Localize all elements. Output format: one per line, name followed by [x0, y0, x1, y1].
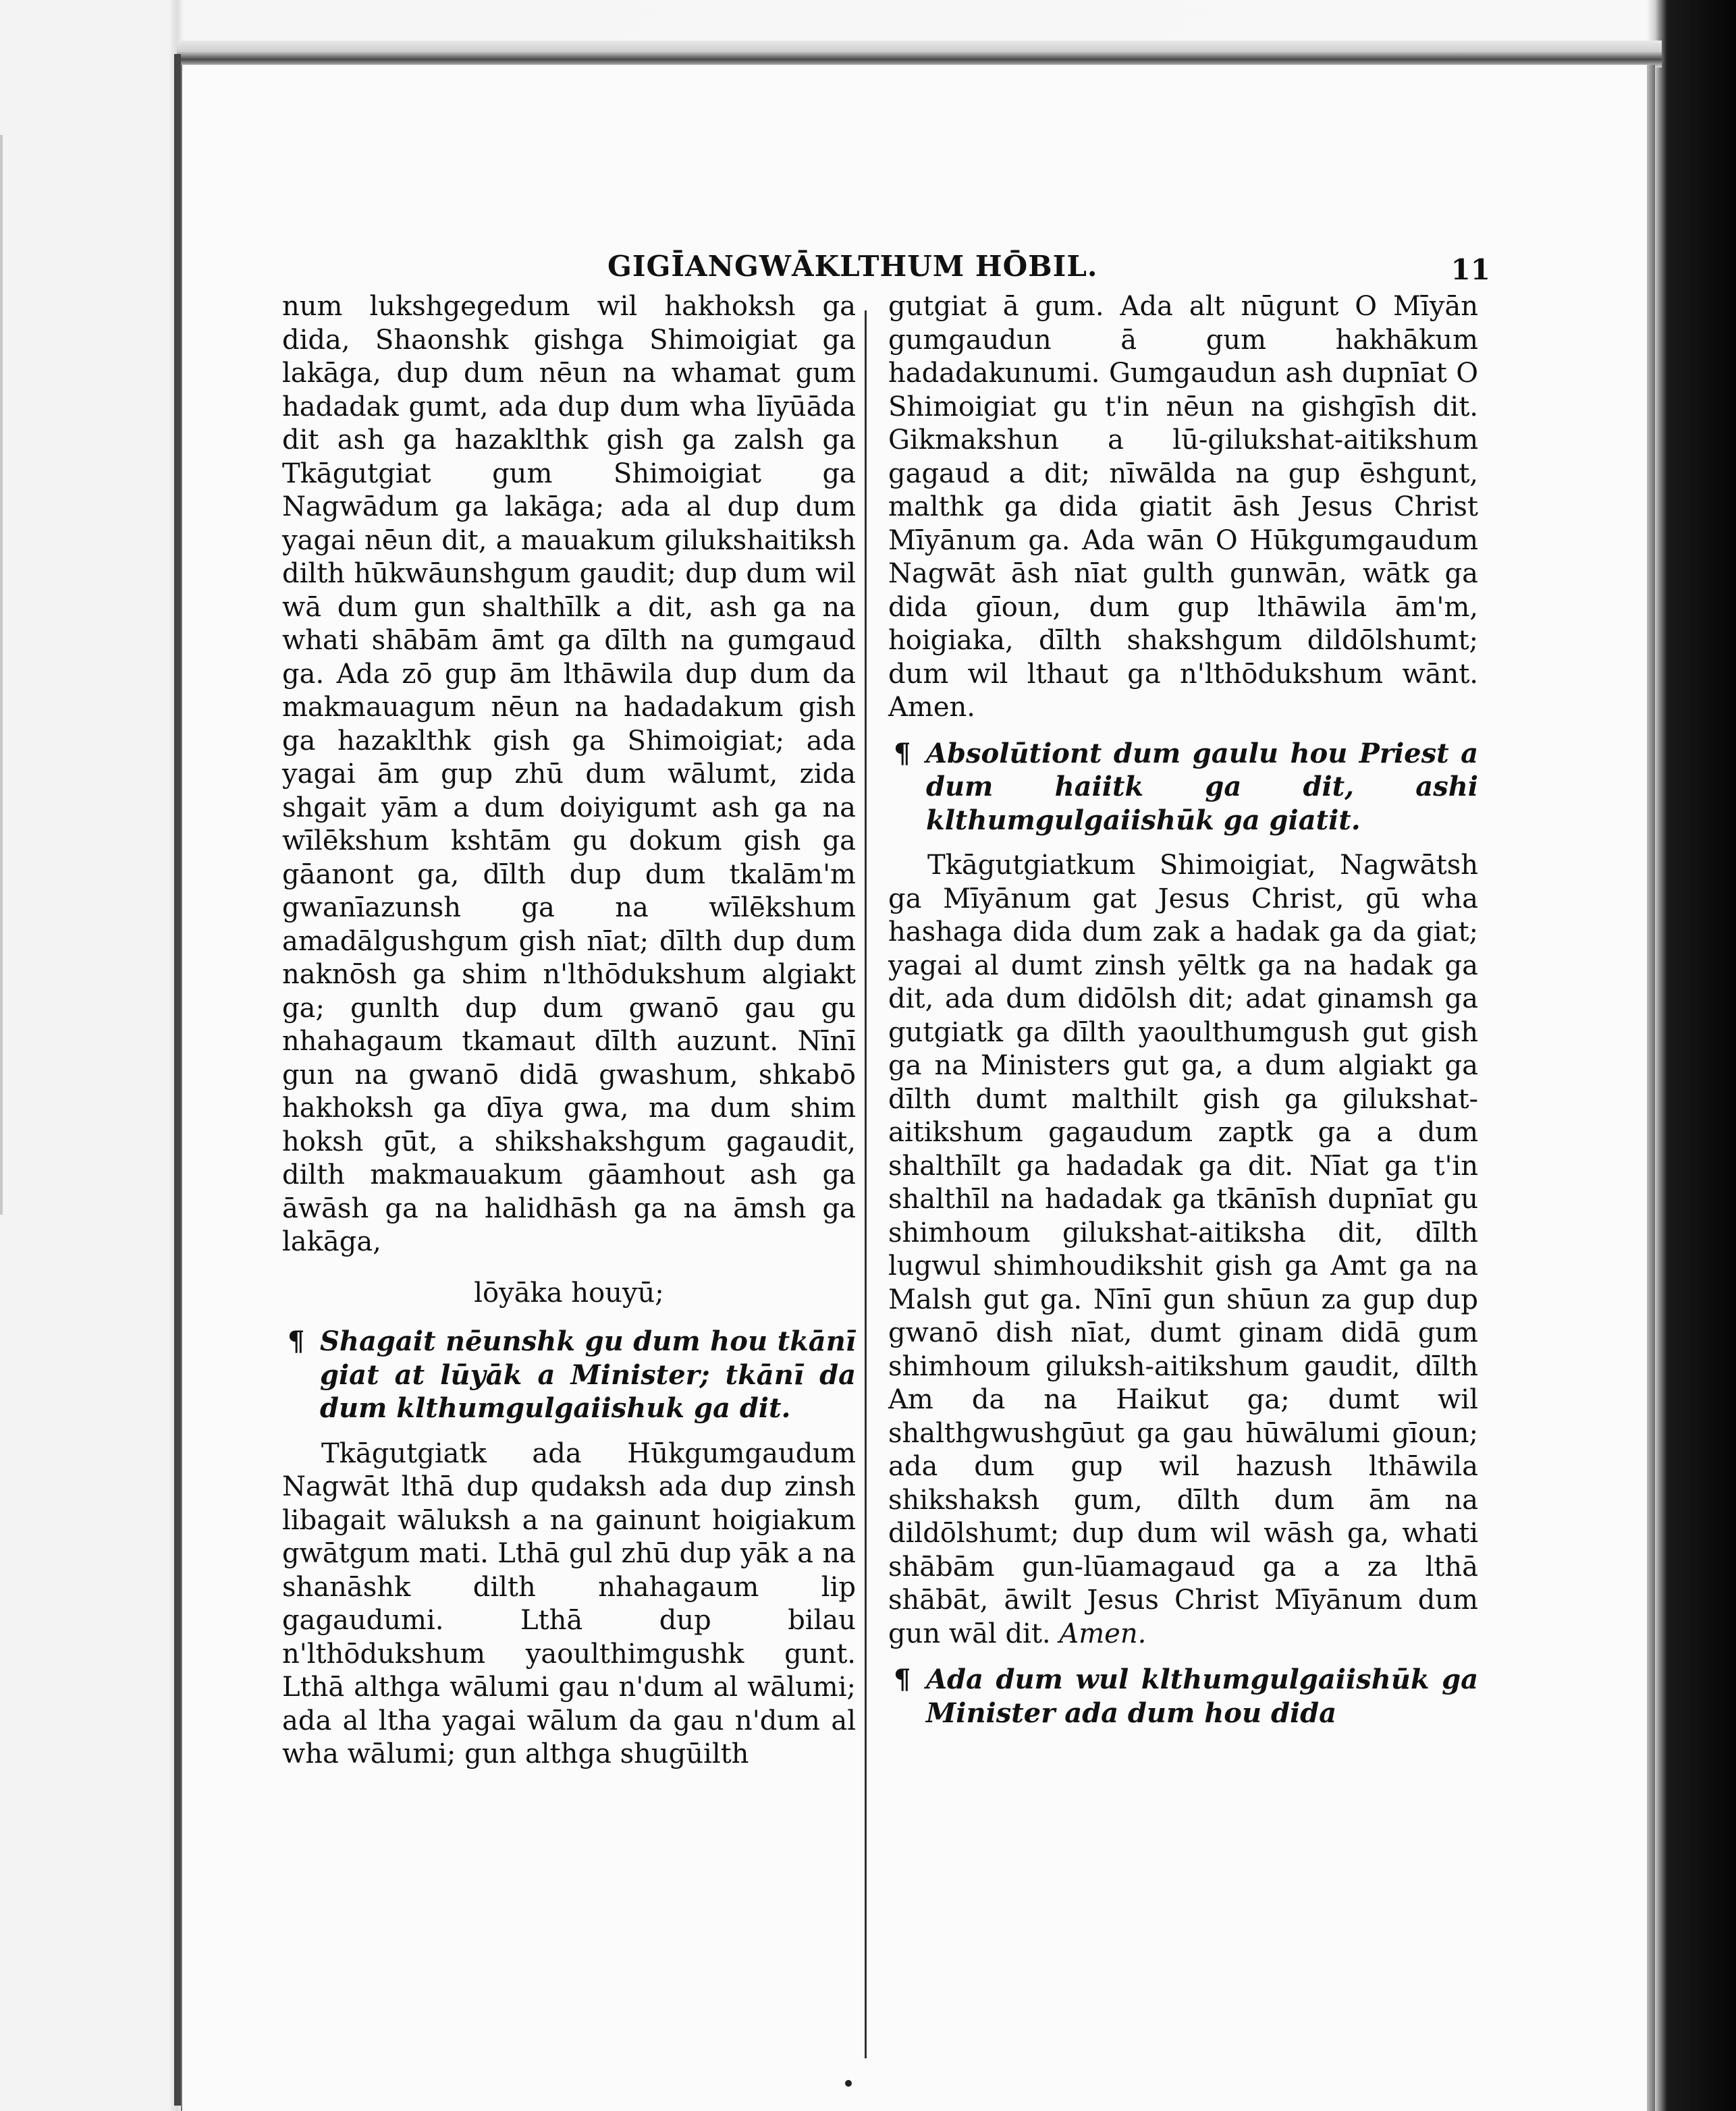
pilcrow-mark: ¶	[894, 737, 911, 769]
right-rubric-1	[888, 737, 1478, 838]
right-paragraph-2-text: Tkāgutgiatkum Shimoigiat, Nagwātsh ga Mīyānum gat Jesus Christ, gū wha hashaga dida dum zak a hadak ga da giat; yagai al dumt zinsh yēltk ga na hadak ga dit, ada dum didōlsh dit; adat ginamsh ga gutgiatk ga dīlth yaoulthumgush gut gish ga na Ministers gut ga, a dum algiakt ga dīlth dumt malthilt gish ga gilukshat-aitikshum gagaudum zaptk ga a dum shalthīlt ga hadadak ga dit. Nīat ga t'in shalthīl na hadadak ga tkānīsh dupnīat gu shimhoum gilukshat-aitiksha dit, dīlth lugwul shimhoudikshit gish ga Amt ga na Malsh gut ga. Nīnī gun shūun za gup dup gwanō dish nīat, dumt ginam didā gum shimhoum giluksh-aitikshum gaudit, dīlth Am da na Haikut ga; dumt wil shalthgwushgūut ga gau hūwālumi gīoun; ada dum gup wil hazush lthāwila shikshaksh gum, dīlth dum ām na dildōlshumt; dup dum wil wāsh ga, whati shābām gun-lūamagaud ga a za lthā shābāt, āwilt Jesus Christ Mīyānum dum gun wāl dit.	[888, 850, 1478, 1649]
right-paragraph-1	[888, 290, 1478, 725]
page-right-edge	[1647, 65, 1655, 2111]
pilcrow-mark: ¶	[894, 1664, 911, 1695]
pilcrow-mark: ¶	[288, 1325, 305, 1357]
right-paragraph-1-text: gutgiat ā gum. Ada alt nūgunt O Mīyān gumgaudun ā gum hakhākum hadadakunumi. Gumgaudun ash dupnīat O Shimoigiat gu t'in nēun na gishgīsh dit. Gikmakshun a lū-gilukshat-aitikshum gagaud a dit; nīwālda na gup ēshgunt, malthk ga dida giatit āsh Jesus Christ Mīyānum ga. Ada wān O Hūkgumgaudum Nagwāt āsh nīat gulth gunwān, wātk ga dida gīoun, dum gup lthāwila ām'm, hoigiaka, dīlth shakshgum dildōlshumt; dum wil lthaut ga n'lthōdukshum wānt.	[888, 291, 1478, 690]
right-paragraph-2	[888, 849, 1478, 1651]
right-rubric-2-text: Ada dum wul klthumgulgaiishūk ga Minister ada dum hou dida	[926, 1664, 1478, 1729]
book-spine-edge	[174, 54, 181, 2106]
right-rubric-2	[888, 1663, 1478, 1730]
right-paragraph-1-amen: Amen.	[888, 692, 975, 723]
running-title: GIGĪANGWĀKLTHUM HŌBIL.	[607, 250, 1098, 283]
book-top-edge	[177, 40, 1662, 67]
left-paragraph-2: lōyāka houyū;	[474, 1277, 664, 1309]
footer-dot	[845, 2080, 852, 2087]
left-rubric-text: Shagait nēunshk gu dum hou tkānī giat at lūyāk a Minister; tkānī da dum klthumgulgaiishuk ga dit.	[320, 1325, 856, 1424]
column-divider	[865, 310, 867, 2058]
right-paragraph-2-amen: Amen.	[1059, 1618, 1147, 1649]
page-number: 11	[1450, 253, 1490, 286]
left-rubric	[282, 1325, 856, 1425]
right-rubric-1-text: Absolūtiont dum gaulu hou Priest a dum haiitk ga dit, ashi klthumgulgaiishūk ga giatit.	[926, 737, 1478, 836]
right-column	[888, 290, 1478, 1742]
left-paragraph-1: num lukshgegedum wil hakhoksh ga dida, Shaonshk gishga Shimoigiat ga lakāga, dup dum nēun na whamat gum hadadak gumt, ada dup dum wha līyūāda dit ash ga hazaklthk gish ga zalsh ga Tkāgutgiat gum Shimoigiat ga Nagwādum ga lakāga; ada al dup dum yagai nēun dit, a mauakum gilukshaitiksh dilth hūkwāunshgum gaudit; dup dum wil wā dum gun shalthīlk a dit, ash ga na whati shābām āmt ga dīlth na gumgaud ga. Ada zō gup ām lthāwila dup dum da makmauagum nēun na hadadakum gish ga hazaklthk gish ga Shimoigiat; ada yagai ām gup zhū dum wālumt, zida shgait yām a dum doiyigumt ash ga na wīlēkshum kshtām gu dokum gish ga gāanont ga, dīlth dup dum tkalām'm gwanīazunsh ga na wīlēkshum amadālgushgum gish nīat; dīlth dup dum naknōsh ga shim n'lthōdukshum algiakt ga; gunlth dup dum gwanō gau gu nhahagaum tkamaut dīlth auzunt. Nīnī gun na gwanō didā gwashum, shkabō hakhoksh ga dīya gwa, ma dum shim hoksh gūt, a shikshakshgum gagaudit, dilth makmauakum gāamhout ash ga āwāsh ga na halidhāsh ga na āmsh ga lakāga,	[282, 291, 856, 1257]
left-paragraph-3: Tkāgutgiatk ada Hūkgumgaudum Nagwāt lthā dup qudaksh ada dup zinsh libagait wāluksh a na gainunt hoigiakum gwātgum mati. Lthā gul zhū dup yāk a na shanāshk dilth nhahagaum lip gagaudumi. Lthā dup bilau n'lthōdukshum yaoulthimgushk gunt. Lthā althga wālumi gau n'dum al wālumi; ada al ltha yagai wālum da gau n'dum al wha wālumi; gun althga shugūilth	[282, 1437, 856, 1770]
scan-edge-mark	[0, 135, 3, 1215]
left-column	[282, 290, 856, 1772]
